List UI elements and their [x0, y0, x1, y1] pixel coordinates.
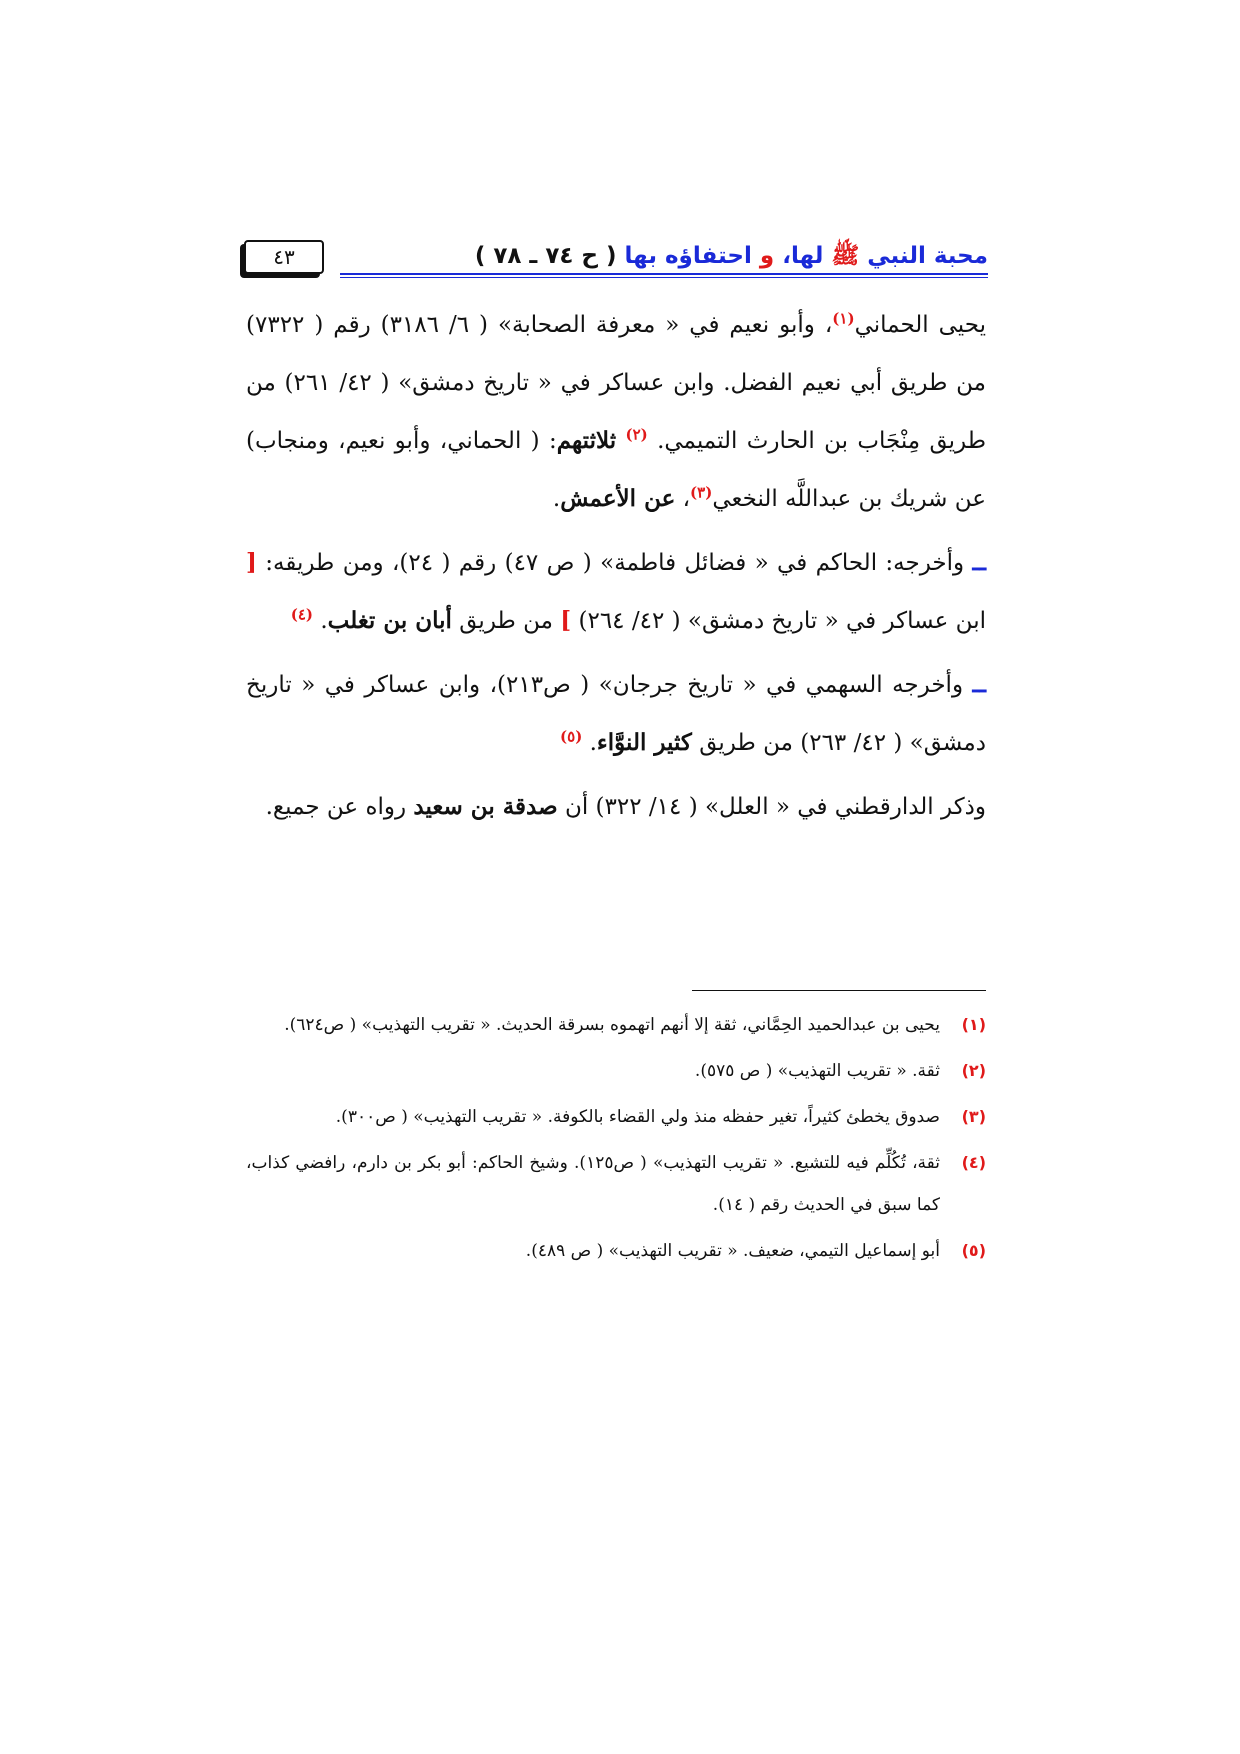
footnote-separator [692, 990, 986, 991]
footnote-text: أبو إسماعيل التيمي، ضعيف. « تقريب التهذيب» ( ص ٤٨٩). [525, 1241, 940, 1261]
footnote-text: صدوق يخطئ كثيراً، تغير حفظه منذ ولي القضاء بالكوفة. « تقريب التهذيب» ( ص٣٠٠). [335, 1107, 940, 1127]
footnote-text: ثقة. « تقريب التهذيب» ( ص ٥٧٥). [694, 1061, 940, 1081]
footnote-ref-2[interactable]: (٢) [625, 425, 648, 444]
header-title-conjunction: و [759, 243, 775, 269]
p1-bold-al-amash: عن الأعمش [560, 485, 676, 512]
footnote-number: (٢) [961, 1061, 986, 1080]
page-number: ٤٣ [244, 240, 324, 274]
p3-text-c: . [589, 730, 597, 756]
footnotes [246, 1004, 986, 1276]
header-hadith-range: ( ح ٧٤ ـ ٧٨ ) [474, 243, 617, 269]
p2-bold-aban: أبان بن تغلب [327, 607, 452, 634]
footnote-ref-4[interactable]: (٤) [290, 605, 313, 624]
p2-text-c: من طريق [451, 608, 561, 634]
p2-bracket-open: [ [246, 549, 257, 576]
footnote-2 [246, 1050, 986, 1092]
p1-text-g: . [552, 486, 561, 512]
footnote-5 [246, 1230, 986, 1272]
footnote-3 [246, 1096, 986, 1138]
footnote-4 [246, 1142, 986, 1226]
running-header [244, 240, 988, 280]
p1-text-d: : ( الحماني، وأبو نعيم، ومنجاب) عن شريك بن عبداللَّه النخعي [246, 428, 986, 512]
p2-text-b: ابن عساكر في « تاريخ دمشق» ( ٤٢/ ٢٦٤) [571, 608, 986, 634]
header-rule [340, 273, 988, 278]
footnote-number: (٥) [961, 1241, 986, 1260]
header-title-part3: احتفاؤه بها [624, 243, 752, 269]
header-title-honorific: ﷺ [831, 243, 860, 269]
p3-bold-kathir: كثير النوَّاء [596, 729, 692, 756]
footnote-number: (٤) [961, 1153, 986, 1172]
footnote-ref-5[interactable]: (٥) [560, 727, 583, 746]
header-title [475, 240, 988, 272]
paragraph-2 [246, 534, 986, 650]
p3-text-a: وأخرجه السهمي في « تاريخ جرجان» ( ص٢١٣)، وابن عساكر في « تاريخ دمشق» ( ٤٢/ ٢٦٣) من طريق [246, 672, 986, 756]
footnote-ref-1[interactable]: (١) [832, 309, 855, 328]
p1-text-e: ، [675, 486, 691, 512]
p4-bold-sadaqa: صدقة بن سعيد [413, 793, 558, 820]
footnote-1 [246, 1004, 986, 1046]
main-text [246, 296, 986, 840]
p2-bracket-close: ] [560, 607, 572, 634]
p4-text-c: رواه عن جميع. [265, 794, 414, 820]
p1-bold-thalathatuhum: ثلاثتهم [556, 427, 617, 454]
footnote-ref-3[interactable]: (٣) [690, 483, 713, 502]
paragraph-4 [246, 778, 986, 836]
p2-dash: ــ [972, 549, 986, 576]
footnote-text: ثقة، تُكُلِّم فيه للتشيع. « تقريب التهذيب» ( ص١٢٥). وشيخ الحاكم: أبو بكر بن دارم، رافضي كذاب، كما سبق في الحديث رقم ( ١٤). [246, 1153, 941, 1215]
header-title-part1: محبة النبي [867, 243, 988, 269]
p2-text-e: . [320, 608, 328, 634]
p3-dash: ــ [972, 671, 986, 698]
p4-text-a: وذكر الدارقطني في « العلل» ( ١٤/ ٣٢٢) أن [557, 794, 986, 820]
p1-text-b: ، وأبو نعيم في « معرفة الصحابة» ( ٦/ ٣١٨٦) رقم ( ٧٣٢٢) من طريق أبي نعيم الفضل. وابن عساكر في « تاريخ دمشق» ( ٤٢/ ٢٦١) من طريق مِنْجَاب بن الحارث التميمي. [246, 312, 987, 454]
footnote-text: يحيى بن عبدالحميد الحِمَّاني، ثقة إلا أنهم اتهموه بسرقة الحديث. « تقريب التهذيب» ( ص٦٢٤). [284, 1015, 940, 1035]
header-title-part2: لها، [782, 243, 824, 269]
footnote-number: (٣) [961, 1107, 986, 1126]
p2-text-a: وأخرجه: الحاكم في « فضائل فاطمة» ( ص ٤٧) رقم ( ٢٤)، ومن طريقه: [256, 550, 973, 576]
paragraph-1 [246, 296, 986, 528]
p1-text-a: يحيى الحماني [854, 312, 986, 338]
footnote-number: (١) [961, 1015, 986, 1034]
paragraph-3 [246, 656, 986, 772]
